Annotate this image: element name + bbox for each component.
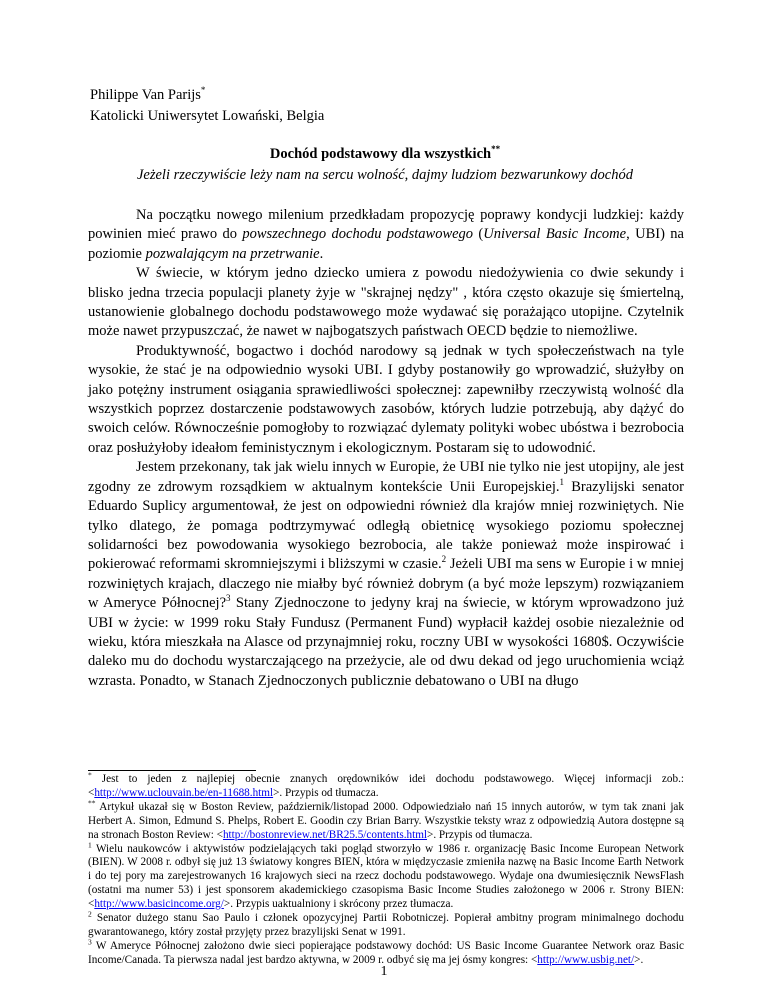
title-footnote-mark: ** <box>491 144 501 154</box>
footnote-2: $^2$ Senator dużego stanu Sao Paulo i członek opozycyjnej Partii Robotniczej. Popierał ambitny program minimalnego dochodu gwarantowanego, który został przyjęty przez brazylijski Senat w 1991. <box>88 909 684 938</box>
article-body <box>88 206 684 691</box>
author-block <box>90 80 324 127</box>
footnote-link-uclouvain[interactable]: http://www.uclouvain.be/en-11688.html <box>94 786 274 799</box>
paragraph-1: Na początku nowego milenium przedkładam propozycję poprawy kondycji ludzkiej: każdy powinien mieć prawo do powszechnego dochodu podstawowego (Universal Basic Income, UBI) na poziomie pozwalającym na przetrwanie. <box>88 207 684 262</box>
title-block <box>88 139 682 186</box>
paragraph-3: Produktywność, bogactwo i dochód narodowy są jednak w tych społeczeństwach na tyle wysokie, że stać je na odpowiednio wysoki UBI. I gdyby postanowiły go wprowadzić, służyłby on jako potężny instrument osiągania sprawiedliwości społecznej: zapewniłby rzeczywistą wolność dla wszystkich poprzez dostarczenie podstawowych zasobów, których ludzie potrzebują, aby dążyć do swoich celów. Równocześnie pomogłoby to rozwiązać dylematy polityki wobec ubóstwa i bezrobocia oraz posłużyłoby ideałom feministycznym i ekologicznym. Postaram się to udowodnić. <box>88 342 684 456</box>
author-affiliation: Katolicki Uniwersytet Lowański, Belgia <box>90 107 325 124</box>
paragraph-4: Jestem przekonany, tak jak wielu innych w Europie, że UBI nie tylko nie jest utopijny, ale jest zgodny ze zdrowym rozsądkiem w aktualnym kontekście Unii Europejskiej.$^1$ Brazylijski senator Eduardo Suplicy argumentował, że jest on odpowiedni również dla krajów mniej rozwiniętych. Nie tylko dlatego, że pomaga podtrzymywać odległą obietnicę wysokiego poziomu społecznej solidarności bez powodowania wysokiego bezrobocia, ale także ponieważ może inspirować i pokierować reformami skromniejszymi i bliższymi w czasie.$^2$ Jeżeli UBI ma sens w Europie i w mniej rozwiniętych krajach, dlaczego nie miałby być również dobrym (a być może lepszym) rozwiązaniem w Ameryce Północnej?$^3$ Stany Zjednoczone to jedyny kraj na świecie, w którym wprowadzono już UBI w życie: w 1999 roku Stały Fundusz (Permanent Fund) wypłacił każdej osobie niezależnie od wieku, która mieszkała na Alasce od przynajmniej roku, roczny UBI w wysokości 1680$. Oczywiście daleko mu do dochodu wystarczającego na przeżycie, ale od dwu dekad od jego uruchomienia wciąż wzrasta. Ponadto, w Stanach Zjednoczonych publicznie debatowano o UBI na długo <box>88 459 684 689</box>
footnote-3: $^3$ W Ameryce Północnej założono dwie sieci popierające podstawowy dochód: US Basic Income Guarantee Network oraz Basic Income/Canada. Ta pierwsza nadal jest bardzo aktywna, w 2009 r. odbyć się ma jej ósmy kongres: <http://www.usbig.net/>. <box>88 937 684 966</box>
page-number: 1 <box>380 964 388 979</box>
footnote-star: * Jest to jeden z najlepiej obecnie znanych orędowników idei dochodu podstawowego. Więcej informacji zob.: <http://www.uclouvain.be/en-11688.html>. Przypis od tłumacza. <box>88 770 684 799</box>
author-footnote-mark: * <box>200 85 206 95</box>
footnote-link-basicincome[interactable]: http://www.basicincome.org/ <box>94 898 224 911</box>
paragraph-2: W świecie, w którym jedno dziecko umiera z powodu niedożywienia co dwie sekundy i blisko jedna trzecia populacji planety żyje w "skrajnej nędzy" , która często okazuje się śmiertelną, ustanowienie globalnego dochodu podstawowego może wydawać się porażająco utopijne. Czytelnik może nawet przypuszczać, że nawet w najbogatszych państwach OECD będzie to niemożliwe. <box>88 265 684 340</box>
footnote-link-bostonreview[interactable]: http://bostonreview.net/BR25.5/contents.html <box>222 828 428 841</box>
footnote-ref-3[interactable]: 3 <box>226 593 231 604</box>
article-subtitle: Jeżeli rzeczywiście leży nam na sercu wolność, dajmy ludziom bezwarunkowy dochód <box>136 166 633 183</box>
footnote-ref-2[interactable]: 2 <box>441 554 447 565</box>
footnote-double-star: ** Artykuł ukazał się w Boston Review, październik/listopad 2000. Odpowiedziało nań 15 innych autorów, w tym tak znani jak Herbert A. Simon, Edmund S. Phelps, Robert E. Goodin czy Brian Barry. Wszystkie teksty wraz z odpowiedzią Autora dostępne są na stronach Boston Review: <http://bostonreview.net/BR25.5/contents.html>. Przypis od tłumacza. <box>88 798 684 841</box>
author-name: Philippe Van Parijs* <box>90 85 206 103</box>
footnote-1: $^1$ Wielu naukowców i aktywistów podzielających taki pogląd stworzyło w 1986 r. organizację Basic Income European Network (BIEN). W 2008 r. odbył się już 13 światowy kongres BIEN, która w międzyczasie zmieniła nazwę na Basic Income Earth Network i do tej pory ma zarejestrowanych 16 krajowych sieci na rzecz dochodu podstawowego. Wydaje ona dwumiesięcznik NewsFlash (ostatni ma numer 53) i jest sponsorem akademickiego czasopisma Basic Income Studies założonego w 2006 r. Strony BIEN: <http://www.basicincome.org/>. Przypis uaktualniony i skrócony przez tłumacza. <box>88 839 684 911</box>
article-title: Dochód podstawowy dla wszystkich** <box>269 144 501 162</box>
footnote-separator <box>88 770 256 771</box>
footnotes <box>88 770 684 968</box>
footnote-link-usbig[interactable]: http://www.usbig.net/ <box>537 953 635 966</box>
footnote-ref-1[interactable]: 1 <box>559 476 564 487</box>
